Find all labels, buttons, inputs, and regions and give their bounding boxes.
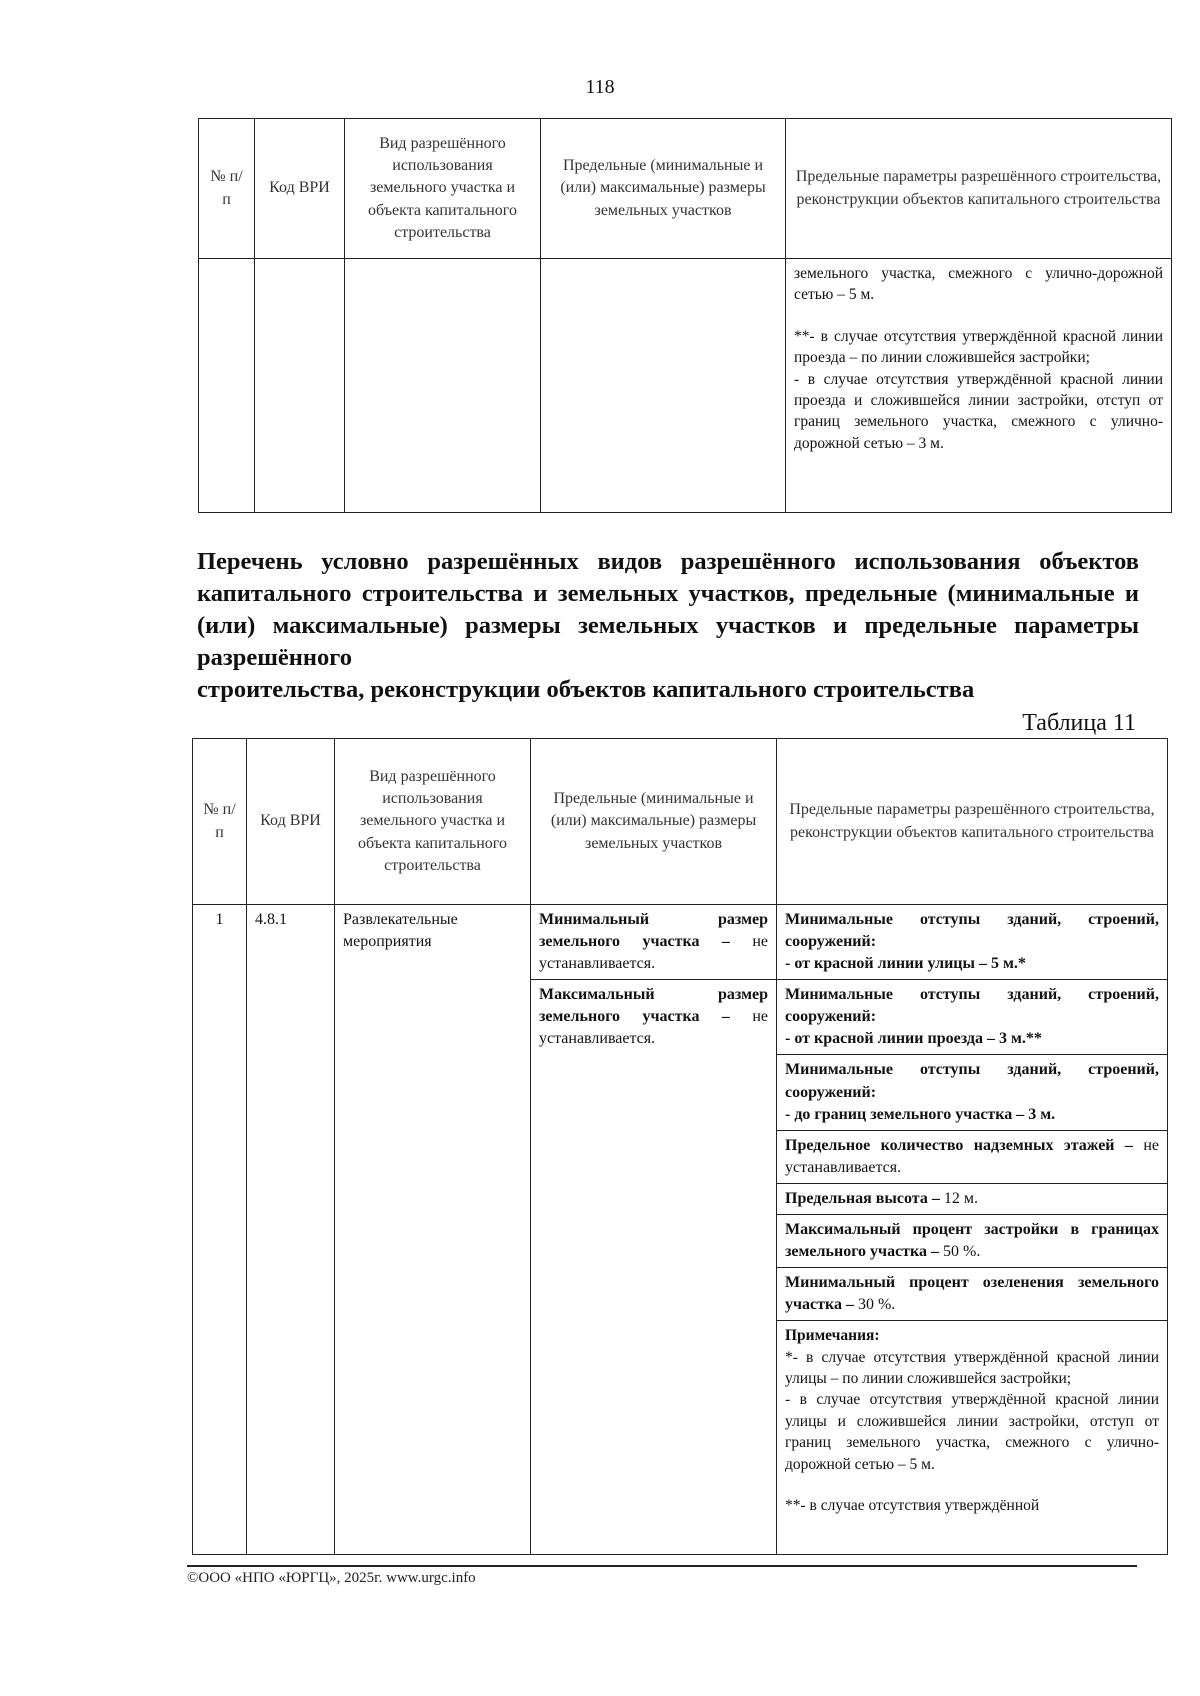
table-label: Таблица 11	[1022, 710, 1136, 736]
header-num: № п/п	[193, 739, 247, 905]
note-2-start: **- в случае отсутствия утверждённой	[785, 1496, 1040, 1514]
min-size-value: не устанавливается.	[539, 933, 768, 973]
param-value: 50 %.	[943, 1243, 981, 1261]
footer: ©ООО «НПО «ЮРГЦ», 2025г. www.urgc.info	[187, 1570, 476, 1586]
param-label: Максимальный процент застройки в границах земельного участка –	[785, 1220, 1159, 1261]
note-1-part-a: *- в случае отсутствия утверждённой красной линии улицы – по линии сложившейся застройки;	[785, 1348, 1159, 1387]
table-11	[192, 738, 1168, 1555]
param-label: Минимальные отступы зданий, строений, сооружений:	[785, 986, 1159, 1026]
param-value: - от красной линии улицы – 5 м.*	[785, 955, 1026, 973]
min-size	[531, 905, 776, 980]
param-label: Минимальные отступы зданий, строений, сооружений:	[785, 911, 1159, 951]
page-number: 118	[585, 76, 615, 98]
header-params: Предельные параметры разрешённого строительства, реконструкции объектов капитального строительства	[786, 119, 1172, 259]
cell-empty	[255, 259, 345, 513]
max-size-label: Максимальный размер земельного участка –	[539, 986, 768, 1026]
param-label: Минимальный процент озеленения земельного участка –	[785, 1274, 1159, 1314]
param-value: - до границ земельного участка – 3 м.	[785, 1105, 1056, 1123]
param-setback-street	[777, 905, 1167, 980]
param-floors	[777, 1131, 1167, 1184]
param-value: 12 м.	[943, 1189, 978, 1207]
param-label: Предельная высота –	[785, 1189, 940, 1207]
heading-main: Перечень условно разрешённых видов разрешённого использования объектов капитального строительства и земельных участков, предельные (минимальные и (или) максимальные) размеры земельных участков и предельные параметры разрешённого	[197, 548, 1139, 671]
row-code: 4.8.1	[247, 905, 335, 1555]
param-value: не устанавливается.	[785, 1136, 1159, 1176]
param-value: 30 %.	[857, 1296, 896, 1314]
header-code: Код ВРИ	[255, 119, 345, 259]
section-heading	[197, 546, 1139, 706]
header-sizes: Предельные (минимальные и (или) максимальные) размеры земельных участков	[531, 739, 777, 905]
header-sizes: Предельные (минимальные и (или) максимальные) размеры земельных участков	[541, 119, 786, 259]
sizes-cell	[531, 905, 777, 1555]
notes-title: Примечания:	[785, 1327, 880, 1345]
param-label: Минимальные отступы зданий, строений, сооружений:	[785, 1061, 1159, 1101]
footer-divider	[187, 1565, 1137, 1567]
header-params: Предельные параметры разрешённого строительства, реконструкции объектов капитального строительства	[777, 739, 1168, 905]
row-kind: Развлекательные мероприятия	[335, 905, 531, 1555]
param-build-percent	[777, 1215, 1167, 1268]
note-1-part-b: - в случае отсутствия утверждённой красной линии улицы и сложившейся линии застройки, отступ от границ земельного участка, смежного с улично-дорожной сетью – 5 м.	[785, 1391, 1159, 1473]
notes	[777, 1321, 1167, 1520]
continuation-line: земельного участка, смежного с улично-дорожной сетью – 5 м.	[794, 265, 1163, 304]
continuation-table	[198, 118, 1172, 513]
param-setback-passage	[777, 980, 1167, 1055]
table-header-row	[199, 119, 1172, 259]
table-row	[199, 259, 1172, 513]
params-cell	[777, 905, 1168, 1555]
param-height	[777, 1184, 1167, 1215]
note-2-part-b: - в случае отсутствия утверждённой красной линии проезда и сложившейся линии застройки, отступ от границ земельного участка, смежного с улично-дорожной сетью – 3 м.	[794, 370, 1163, 452]
max-size	[531, 980, 776, 1054]
param-green-percent	[777, 1268, 1167, 1321]
header-kind: Вид разрешённого использования земельного участка и объекта капитального строительства	[335, 739, 531, 905]
param-setback-boundary	[777, 1055, 1167, 1130]
param-label: Предельное количество надземных этажей –	[785, 1136, 1133, 1154]
cell-empty	[199, 259, 255, 513]
header-kind: Вид разрешённого использования земельного участка и объекта капитального строительства	[345, 119, 541, 259]
cell-empty	[541, 259, 786, 513]
param-value: - от красной линии проезда – 3 м.**	[785, 1030, 1042, 1048]
table-row	[193, 905, 1168, 1555]
heading-last-line: строительства, реконструкции объектов капитального строительства	[197, 676, 975, 703]
max-size-value: не устанавливается.	[539, 1008, 768, 1048]
table-header-row	[193, 739, 1168, 905]
min-size-label: Минимальный размер земельного участка –	[539, 911, 768, 951]
row-num: 1	[193, 905, 247, 1555]
note-2-part-a: **- в случае отсутствия утверждённой красной линии проезда – по линии сложившейся застройки;	[794, 327, 1163, 367]
cell-empty	[345, 259, 541, 513]
params-continuation	[786, 259, 1172, 513]
header-num: № п/п	[199, 119, 255, 259]
header-code: Код ВРИ	[247, 739, 335, 905]
